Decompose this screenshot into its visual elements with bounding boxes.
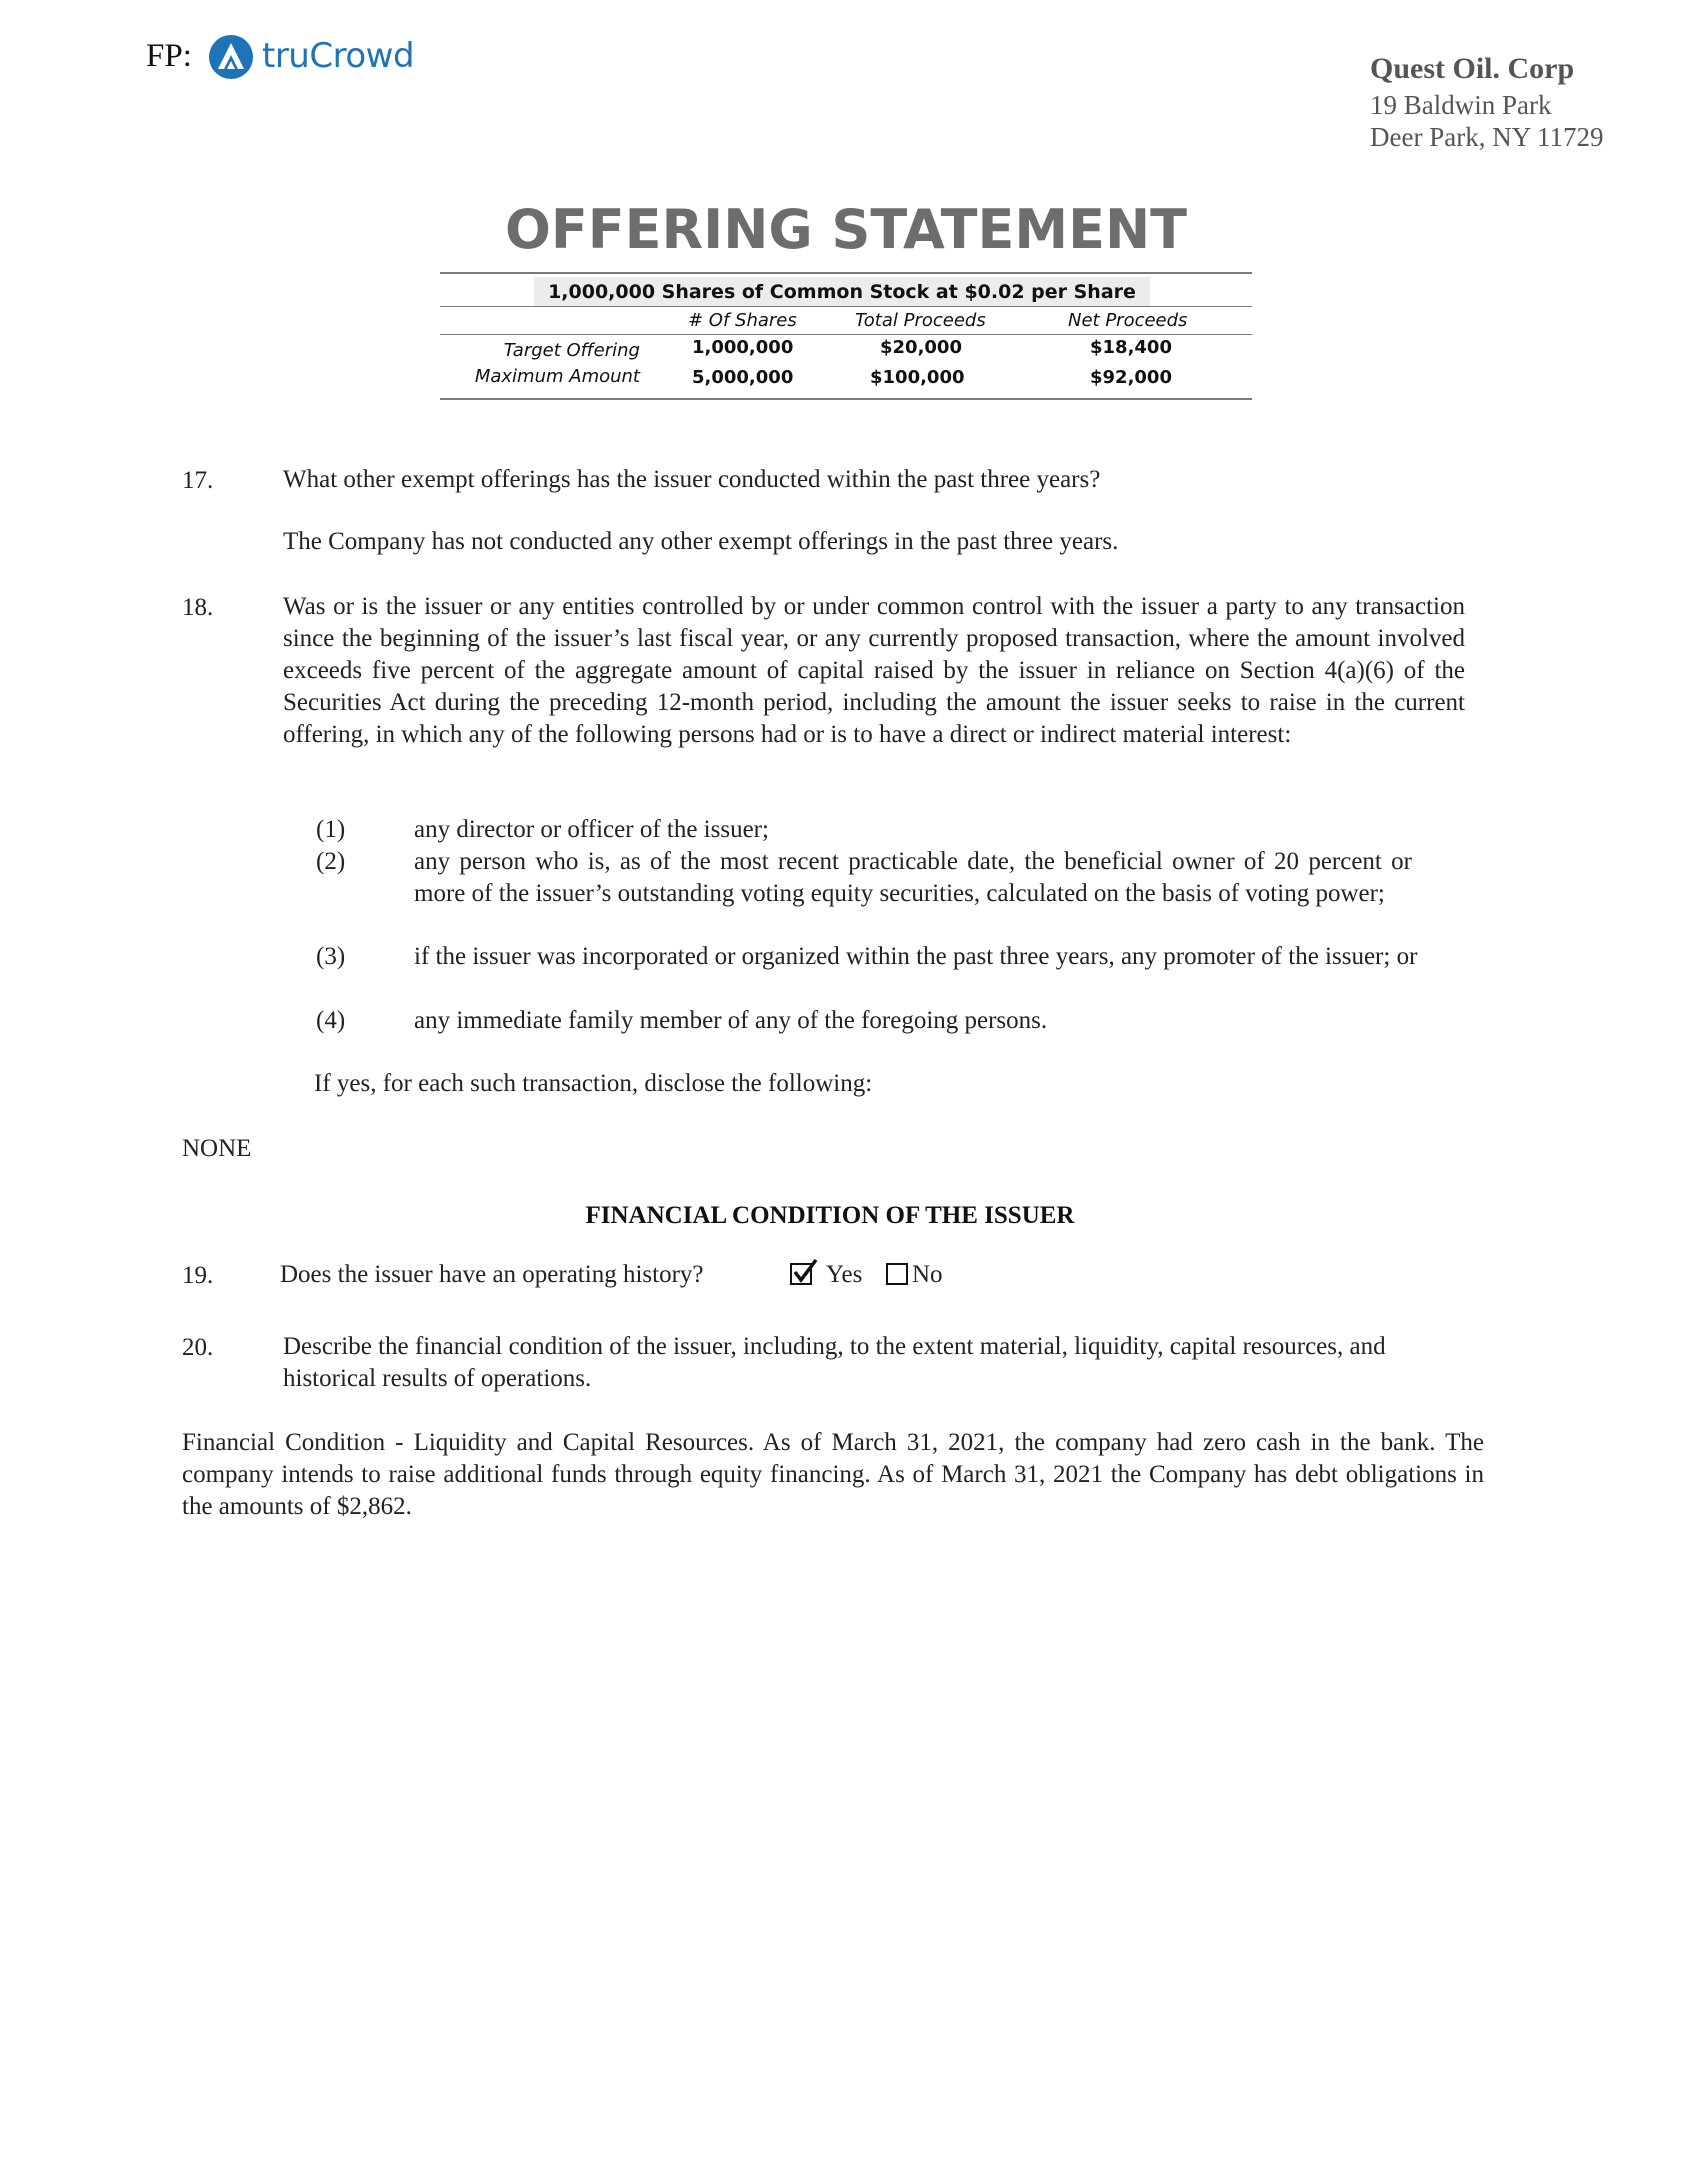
maximum-shares: 5,000,000 (692, 367, 794, 388)
list-marker: (4) (316, 1007, 346, 1034)
question-17-number: 17. (182, 467, 214, 494)
maximum-total: $100,000 (870, 367, 965, 388)
maximum-net: $92,000 (1090, 367, 1172, 388)
question-18-number: 18. (182, 594, 214, 621)
question-18-answer: NONE (182, 1135, 252, 1162)
checkmark-icon (790, 1256, 820, 1286)
row-label-maximum: Maximum Amount (474, 366, 640, 387)
column-header-total-proceeds: Total Proceeds (855, 310, 986, 331)
question-18-text: Was or is the issuer or any entities controlled by or under common control with the issuer a party to any transaction since the beginning of the issuer’s last fiscal year, or any currently proposed transaction, where the amount involved exceeds five percent of the aggregate amount of capital raised by the issuer in reliance on Section 4(a)(6) of the Securities Act during the preceding 12-month period, including the amount the issuer seeks to raise in the current offering, in which any of the following persons had or is to have a direct or indirect material interest: (283, 593, 1465, 748)
fp-label: FP: (146, 38, 192, 74)
target-net: $18,400 (1090, 337, 1172, 358)
address-line-1: 19 Baldwin Park (1370, 90, 1552, 120)
brand-name: truCrowd (262, 36, 415, 76)
target-total: $20,000 (880, 337, 962, 358)
question-18-followup: If yes, for each such transaction, disclose the following: (314, 1070, 873, 1097)
list-item-text: any immediate family member of any of the foregoing persons. (414, 1007, 1048, 1034)
divider (440, 334, 1252, 335)
list-marker: (3) (316, 943, 346, 970)
question-20-text: Describe the financial condition of the issuer, including, to the extent material, liquidity, capital resources, and historical results of operations. (283, 1333, 1386, 1392)
column-header-net-proceeds: Net Proceeds (1068, 310, 1188, 331)
section-heading: FINANCIAL CONDITION OF THE ISSUER (585, 1202, 1075, 1229)
question-17-text: What other exempt offerings has the issuer conducted within the past three years? (283, 466, 1101, 493)
question-19-text: Does the issuer have an operating history? (280, 1261, 704, 1288)
row-label-target: Target Offering (503, 340, 640, 361)
no-label: No (912, 1261, 943, 1288)
yes-checkbox[interactable] (790, 1263, 812, 1285)
divider (440, 398, 1252, 400)
question-20-answer: Financial Condition - Liquidity and Capital Resources. As of March 31, 2021, the company had zero cash in the bank. The company intends to raise additional funds through equity financing. As of March 31, 2021 the Company has debt obligations in the amounts of $2,862. (182, 1429, 1484, 1520)
offering-title: OFFERING STATEMENT (504, 198, 1188, 261)
divider (440, 272, 1252, 274)
question-20-number: 20. (182, 1334, 214, 1361)
list-marker: (2) (316, 848, 346, 875)
column-header-shares: # Of Shares (688, 310, 797, 331)
list-item-text: any person who is, as of the most recent practicable date, the beneficial owner of 20 percent or more of the issuer’s outstanding voting equity securities, calculated on the basis of voting power; (414, 848, 1412, 907)
target-shares: 1,000,000 (692, 337, 794, 358)
question-19-number: 19. (182, 1262, 214, 1289)
divider (440, 306, 1252, 307)
no-checkbox[interactable] (886, 1263, 908, 1285)
yes-label: Yes (826, 1261, 863, 1288)
list-marker: (1) (316, 816, 346, 843)
list-item-text: any director or officer of the issuer; (414, 816, 769, 843)
offering-subtitle: 1,000,000 Shares of Common Stock at $0.02 per Share (534, 277, 1150, 307)
trucrowd-logo-icon (208, 34, 254, 80)
list-item-text: if the issuer was incorporated or organized within the past three years, any promoter of the issuer; or (414, 943, 1418, 970)
company-name: Quest Oil. Corp (1370, 52, 1575, 85)
question-17-answer: The Company has not conducted any other exempt offerings in the past three years. (283, 528, 1119, 555)
address-line-2: Deer Park, NY 11729 (1370, 122, 1604, 152)
